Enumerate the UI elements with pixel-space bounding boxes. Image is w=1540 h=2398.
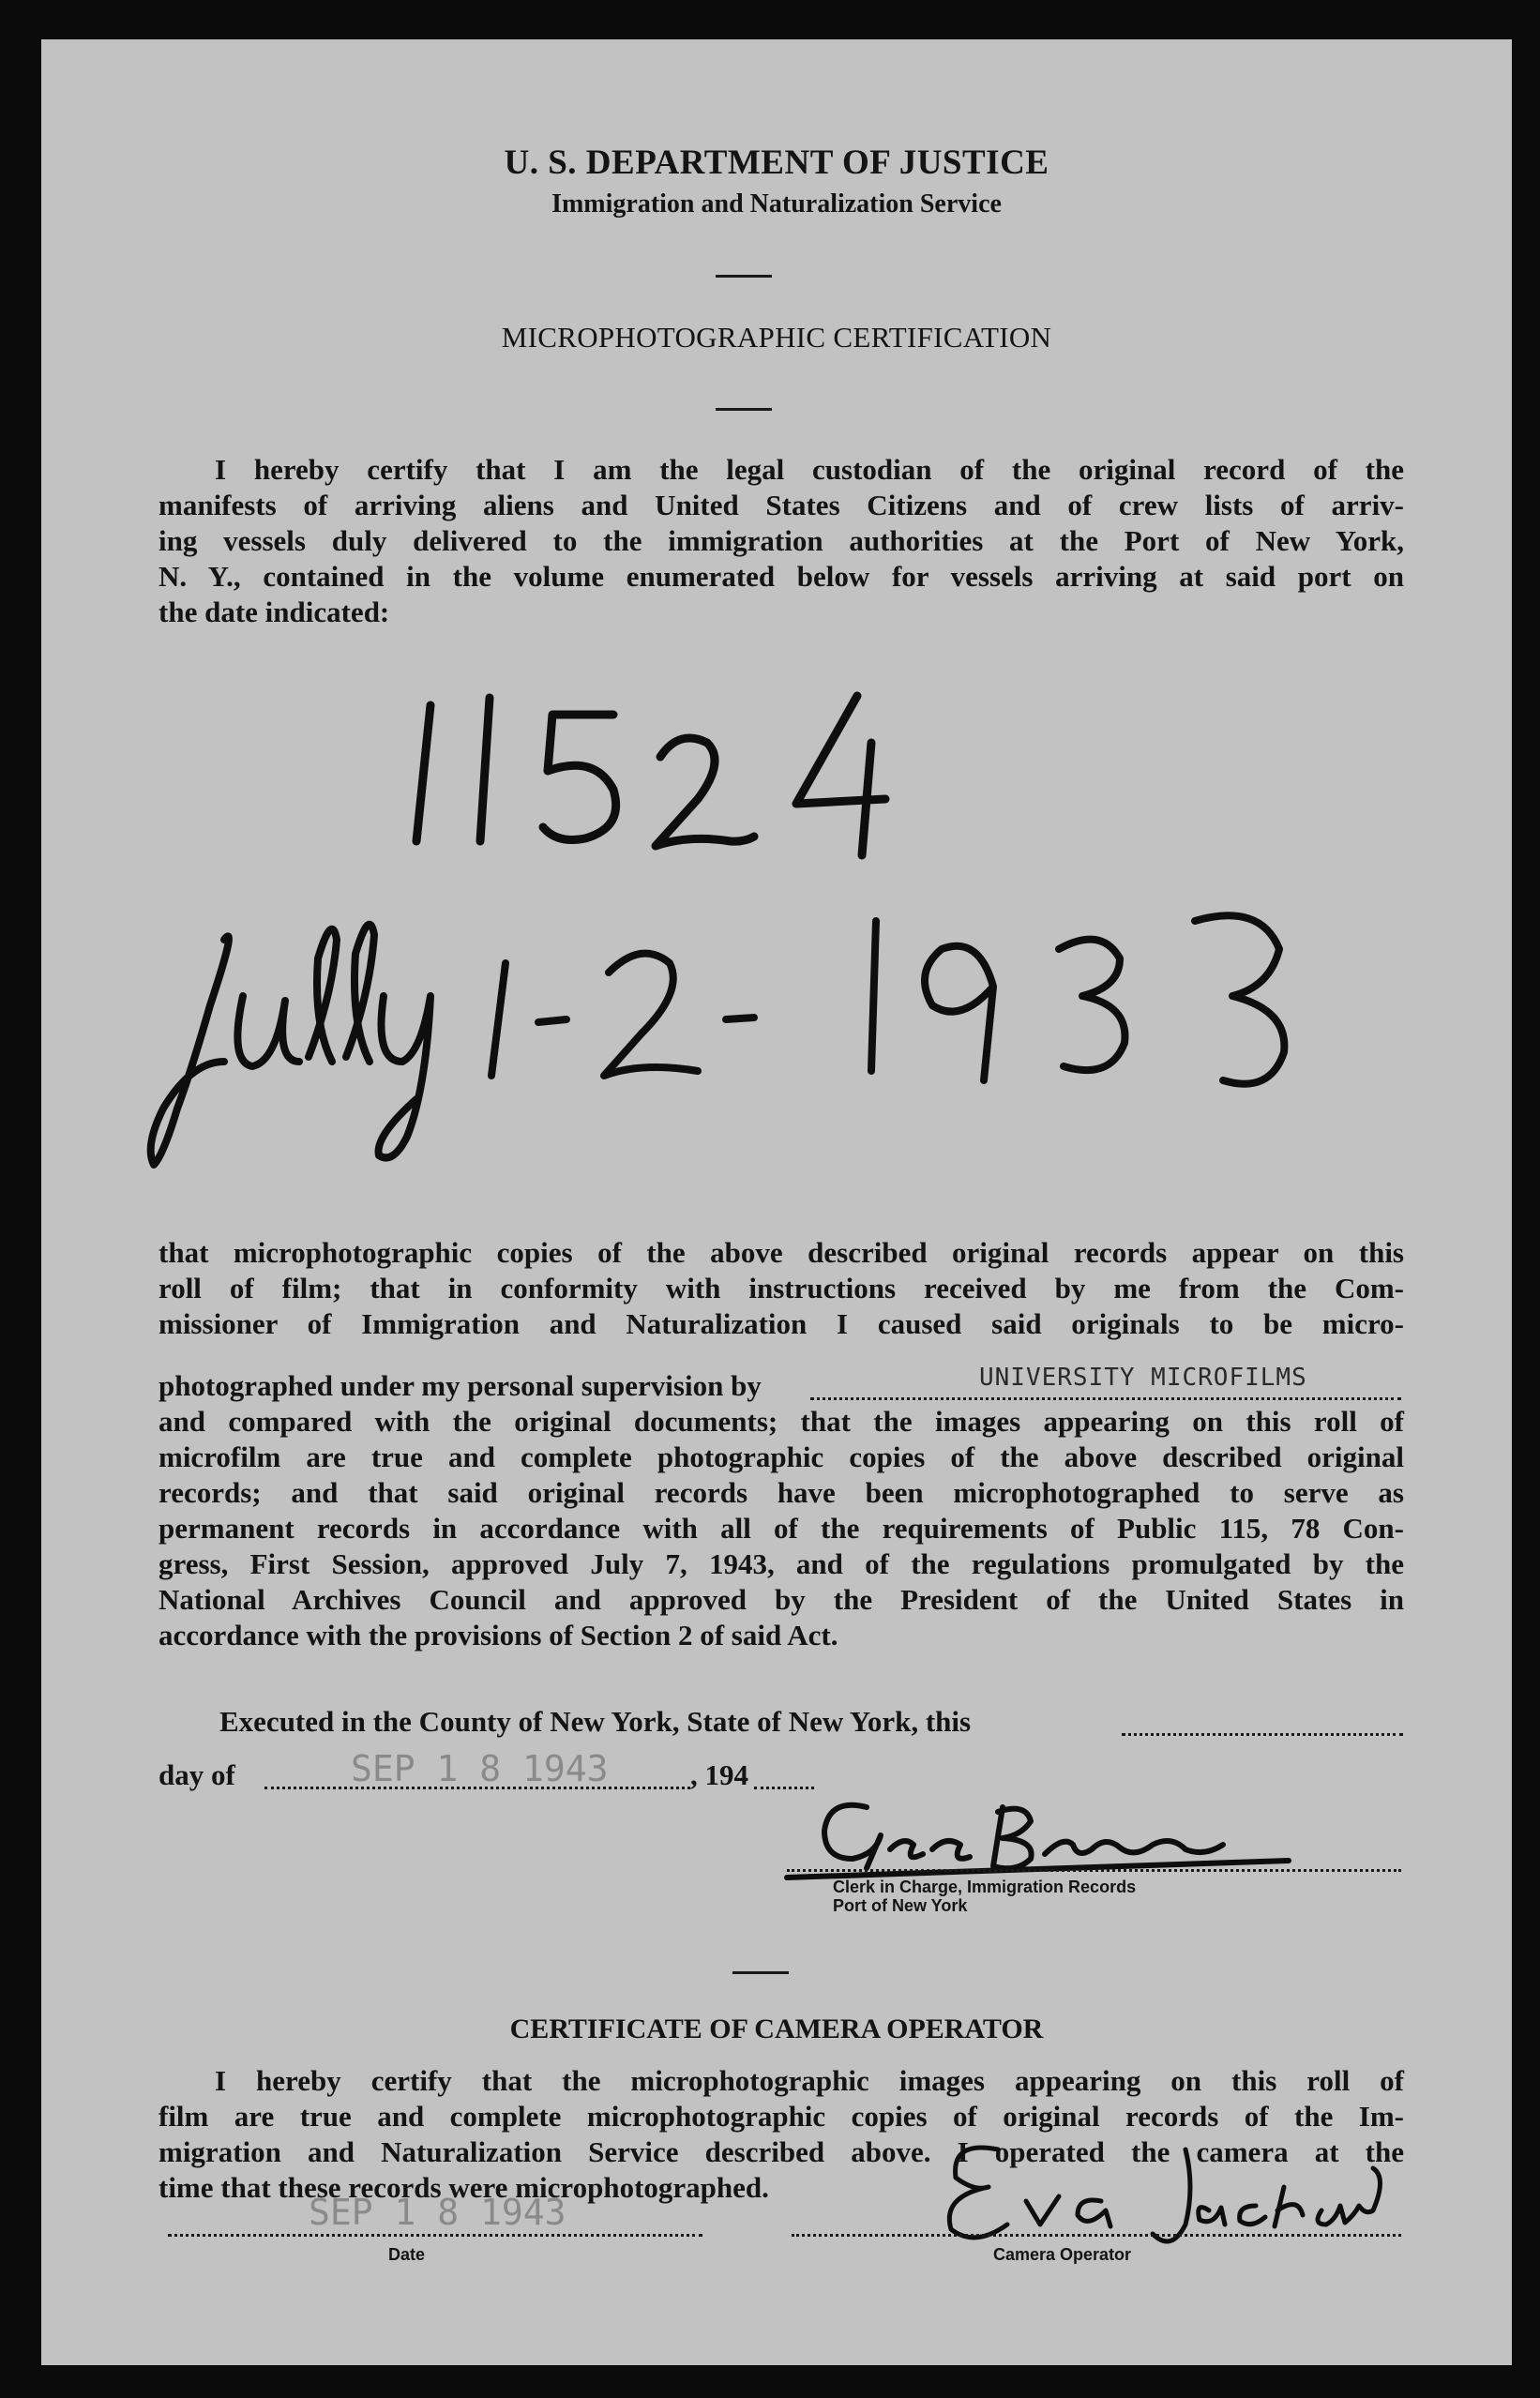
dotted-fill-line	[168, 2234, 702, 2237]
intro-paragraph	[159, 452, 1404, 630]
photographed-by-label: photographed under my personal supervision by	[159, 1369, 762, 1402]
body-line: microfilm are true and complete photographic copies of the above described original	[159, 1440, 1404, 1473]
body-line: and compared with the original documents; that the images appearing on this roll of	[159, 1405, 1404, 1438]
executed-line	[219, 1704, 971, 1740]
intro-line: manifests of arriving aliens and United States Citizens and of crew lists of arriv-	[159, 489, 1404, 521]
body-line: roll of film; that in conformity with instructions received by me from the Com-	[159, 1272, 1404, 1305]
body-paragraph	[159, 1235, 1404, 1342]
dotted-fill-line	[810, 1397, 1401, 1400]
intro-line: the date indicated:	[159, 596, 390, 628]
body-line: accordance with the provisions of Section 2 of said Act.	[159, 1619, 838, 1651]
service-subheading: Immigration and Naturalization Service	[551, 189, 1002, 219]
intro-line: N. Y., contained in the volume enumerated below for vessels arriving at said port on	[159, 560, 1404, 593]
handwritten-date	[135, 883, 1317, 1193]
handwritten-volume-number	[379, 677, 998, 874]
department-heading: U. S. DEPARTMENT OF JUSTICE	[504, 143, 1049, 182]
year-prefix: , 194	[690, 1758, 748, 1791]
body-line: that microphotographic copies of the above described original records appear on this	[159, 1236, 1404, 1269]
body-line: permanent records in accordance with all of the requirements of Public 115, 78 Con-	[159, 1512, 1404, 1545]
body-paragraph-continued	[159, 1404, 1404, 1653]
clerk-title	[833, 1878, 1136, 1915]
body-line: National Archives Council and approved by the President of the United States in	[159, 1583, 1404, 1616]
divider-rule	[716, 408, 772, 411]
certification-title: MICROPHOTOGRAPHIC CERTIFICATION	[501, 321, 1052, 354]
camera-line: I hereby certify that the microphotographic images appearing on this roll of	[215, 2064, 1404, 2097]
executed-text: Executed in the County of New York, State of New York, this	[219, 1705, 972, 1738]
body-line: missioner of Immigration and Naturalization I caused said originals to be micro-	[159, 1307, 1404, 1340]
intro-line: ing vessels duly delivered to the immigration authorities at the Port of New York,	[159, 524, 1404, 557]
clerk-title-line: Port of New York	[833, 1896, 968, 1915]
camera-line: film are true and complete microphotographic copies of original records of the Im-	[159, 2100, 1404, 2133]
date-stamp: SEP 1 8 1943	[351, 1748, 609, 1789]
dotted-fill-line	[1122, 1733, 1403, 1736]
camera-operator-label: Camera Operator	[993, 2245, 1132, 2264]
intro-line: I hereby certify that I am the legal custodian of the original record of the	[215, 453, 1404, 486]
divider-rule	[732, 1971, 789, 1974]
body-line: gress, First Session, approved July 7, 1943, and of the regulations promulgated by the	[159, 1547, 1404, 1580]
date-label: Date	[388, 2245, 426, 2264]
dotted-fill-line	[792, 2234, 1401, 2237]
microfilm-company-stamp: UNIVERSITY MICROFILMS	[979, 1364, 1307, 1392]
divider-rule	[716, 275, 772, 278]
camera-certificate-title: CERTIFICATE OF CAMERA OPERATOR	[509, 2013, 1044, 2044]
clerk-title-line: Clerk in Charge, Immigration Records	[833, 1878, 1137, 1896]
camera-line: migration and Naturalization Service described above. I operated the camera at the	[159, 2135, 1404, 2168]
camera-operator-signature	[885, 2121, 1411, 2271]
day-of-label: day of	[159, 1758, 235, 1791]
camera-date-stamp: SEP 1 8 1943	[309, 2192, 566, 2233]
body-line: records; and that said original records have been microphotographed to serve as	[159, 1476, 1404, 1509]
certificate-page	[41, 39, 1512, 2365]
camera-line: time that these records were microphotographed.	[159, 2171, 769, 2204]
dotted-fill-line	[787, 1869, 1401, 1872]
